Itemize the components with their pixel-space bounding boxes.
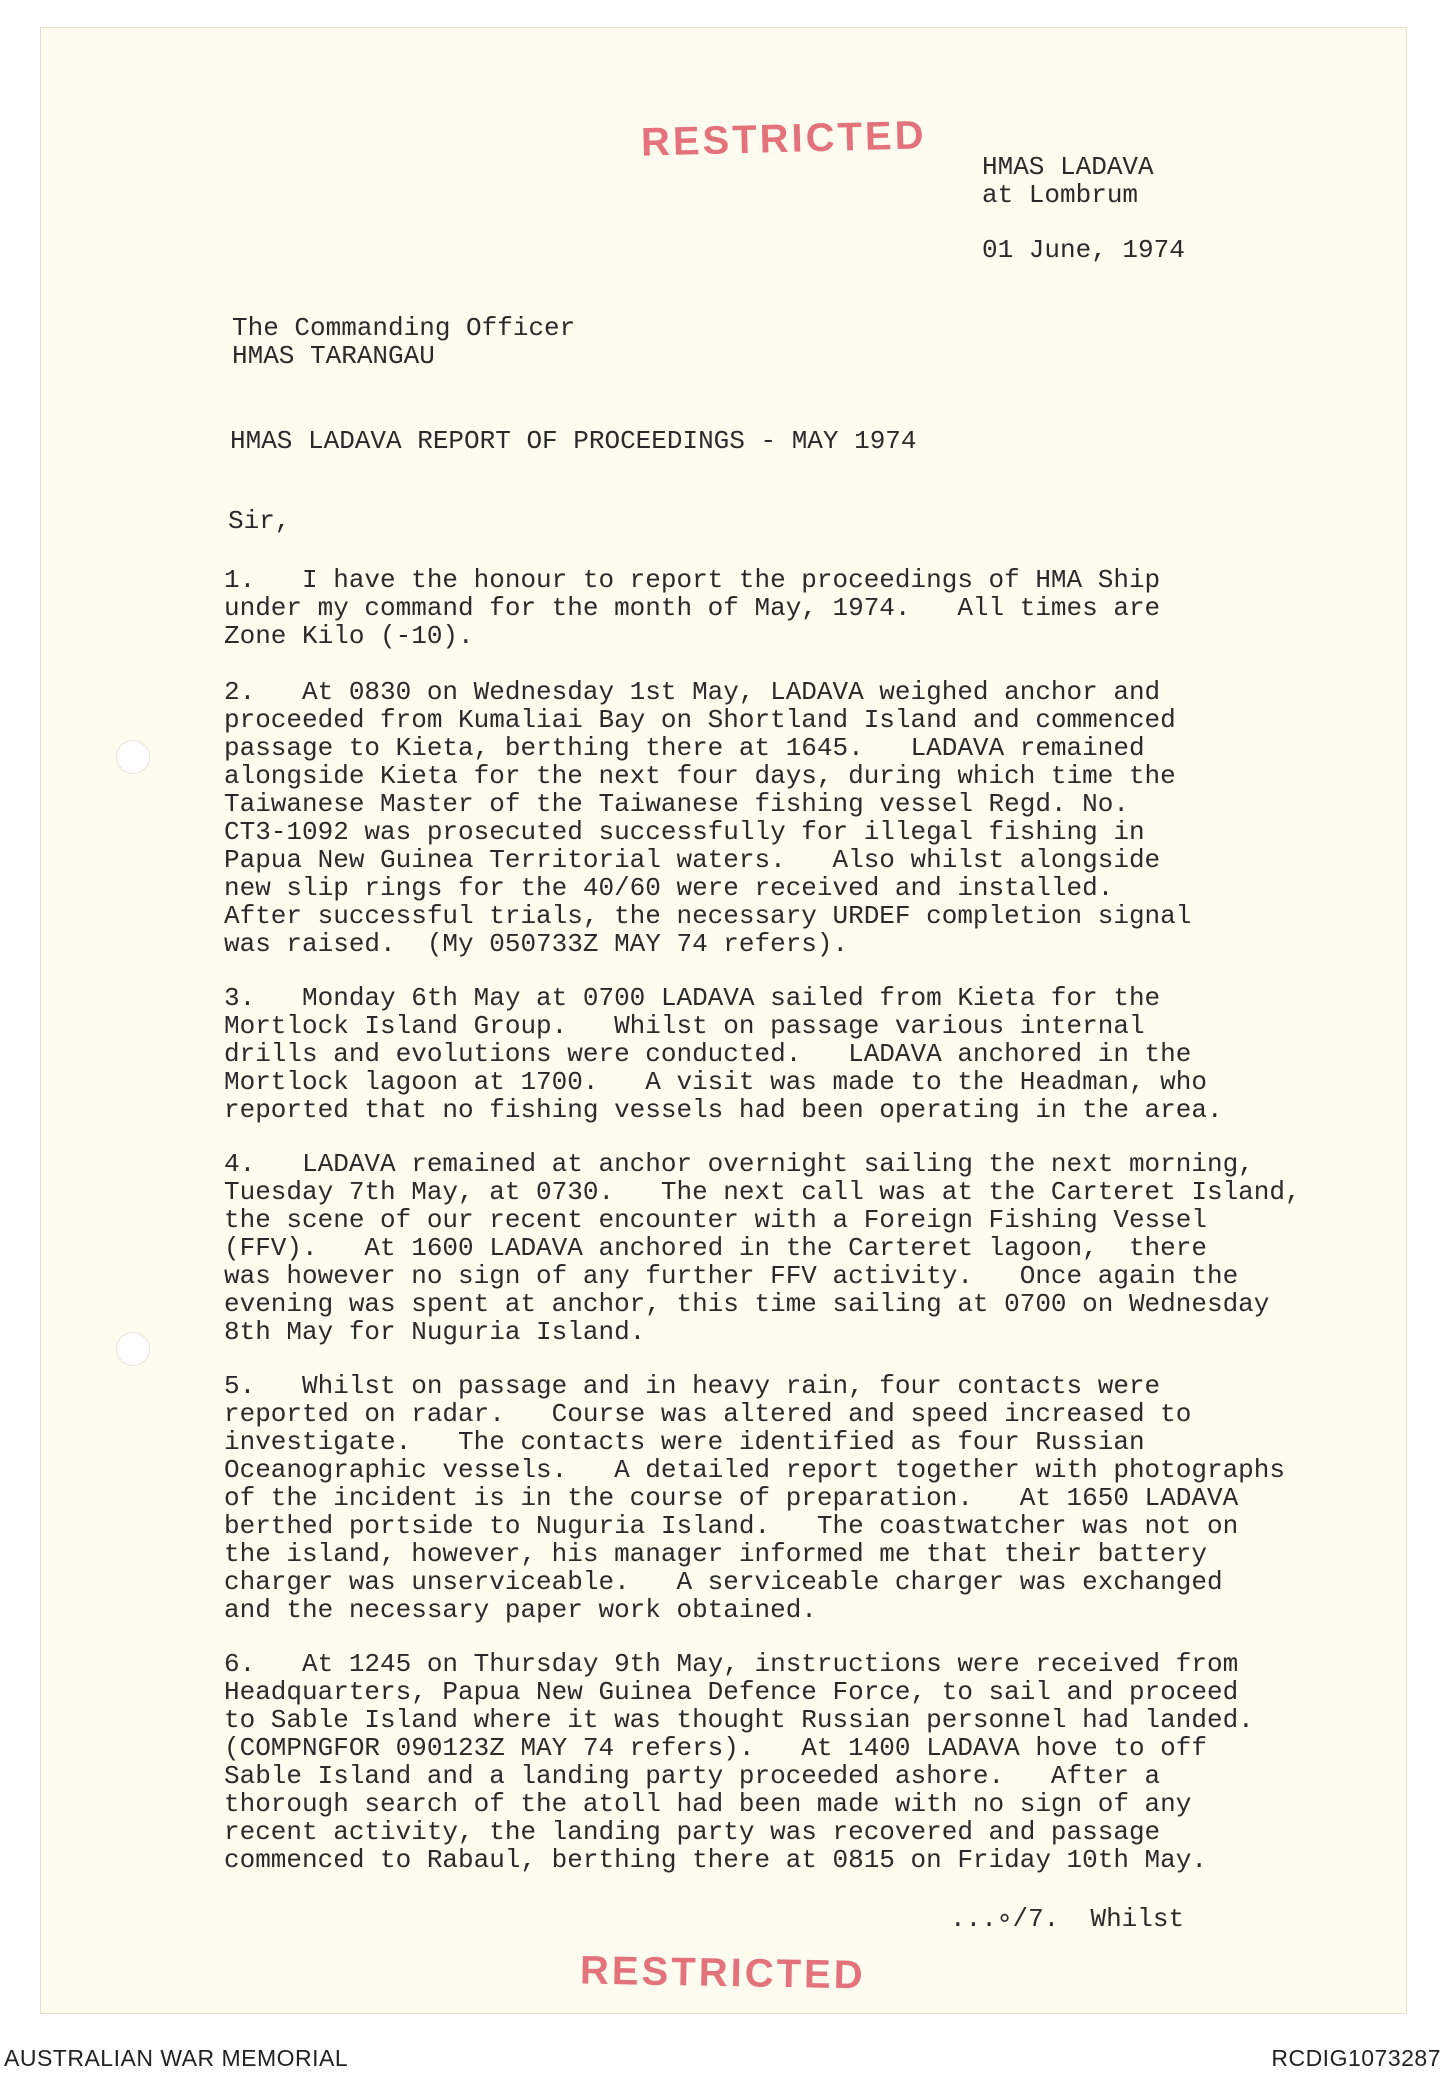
paragraph-line: investigate. The contacts were identified as four Russian <box>224 1427 1145 1457</box>
paragraph-line: reported on radar. Course was altered and speed increased to <box>224 1399 1192 1429</box>
paragraph-line: Tuesday 7th May, at 0730. The next call was at the Carteret Island, <box>224 1177 1301 1207</box>
paragraph-line: 6. At 1245 on Thursday 9th May, instructions were received from <box>224 1649 1239 1679</box>
paragraph-2 <box>224 678 1191 958</box>
paragraph-line: (COMPNGFOR 090123Z MAY 74 refers). At 1400 LADAVA hove to off <box>224 1733 1207 1763</box>
paragraph-line: Papua New Guinea Territorial waters. Also whilst alongside <box>224 845 1161 875</box>
paragraph-line: Taiwanese Master of the Taiwanese fishing vessel Regd. No. <box>224 789 1129 819</box>
paragraph-line: was raised. (My 050733Z MAY 74 refers). <box>224 929 849 959</box>
paragraph-5 <box>224 1372 1285 1624</box>
paragraph-1 <box>224 566 1160 650</box>
paragraph-line: berthed portside to Nuguria Island. The coastwatcher was not on <box>224 1511 1239 1541</box>
paragraph-line: and the necessary paper work obtained. <box>224 1595 817 1625</box>
addressee-line-1: The Commanding Officer <box>232 313 576 343</box>
paragraph-line: passage to Kieta, berthing there at 1645. LADAVA remained <box>224 733 1145 763</box>
paragraph-line: new slip rings for the 40/60 were received and installed. <box>224 873 1114 903</box>
restricted-stamp-top: RESTRICTED <box>640 113 928 165</box>
paragraph-line: recent activity, the landing party was recovered and passage <box>224 1817 1161 1847</box>
restricted-stamp-bottom: RESTRICTED <box>579 1948 866 1998</box>
paragraph-line: 3. Monday 6th May at 0700 LADAVA sailed from Kieta for the <box>224 983 1161 1013</box>
paragraph-line: under my command for the month of May, 1974. All times are <box>224 593 1161 623</box>
sender-location: at Lombrum <box>982 180 1139 210</box>
continuation-marker: ...∘/7. Whilst <box>950 1904 1185 1934</box>
paragraph-line: (FFV). At 1600 LADAVA anchored in the Carteret lagoon, there <box>224 1233 1207 1263</box>
punch-hole-bottom <box>116 1332 150 1366</box>
paragraph-line: After successful trials, the necessary URDEF completion signal <box>224 901 1192 931</box>
paragraph-line: of the incident is in the course of preparation. At 1650 LADAVA <box>224 1483 1239 1513</box>
paragraph-line: Mortlock lagoon at 1700. A visit was made to the Headman, who <box>224 1067 1207 1097</box>
paragraph-line: 4. LADAVA remained at anchor overnight sailing the next morning, <box>224 1149 1254 1179</box>
paragraph-line: 2. At 0830 on Wednesday 1st May, LADAVA weighed anchor and <box>224 677 1161 707</box>
footer-record-id: RCDIG1073287 <box>1271 2045 1441 2071</box>
paragraph-line: reported that no fishing vessels had been operating in the area. <box>224 1095 1223 1125</box>
report-subject: HMAS LADAVA REPORT OF PROCEEDINGS - MAY 1974 <box>230 426 917 456</box>
paragraph-line: Oceanographic vessels. A detailed report together with photographs <box>224 1455 1285 1485</box>
paragraph-line: drills and evolutions were conducted. LADAVA anchored in the <box>224 1039 1192 1069</box>
paragraph-4 <box>224 1150 1301 1346</box>
letter-date: 01 June, 1974 <box>982 235 1185 265</box>
sender-ship: HMAS LADAVA <box>982 152 1154 182</box>
paragraph-6 <box>224 1650 1254 1874</box>
salutation: Sir, <box>228 506 291 536</box>
paragraph-line: Mortlock Island Group. Whilst on passage various internal <box>224 1011 1145 1041</box>
paragraph-line: proceeded from Kumaliai Bay on Shortland Island and commenced <box>224 705 1176 735</box>
footer-archive-name: AUSTRALIAN WAR MEMORIAL <box>4 2045 349 2071</box>
paragraph-line: 1. I have the honour to report the proceedings of HMA Ship <box>224 565 1161 595</box>
paragraph-line: thorough search of the atoll had been made with no sign of any <box>224 1789 1192 1819</box>
paragraph-line: Headquarters, Papua New Guinea Defence Force, to sail and proceed <box>224 1677 1239 1707</box>
addressee-line-2: HMAS TARANGAU <box>232 341 435 371</box>
paragraph-line: evening was spent at anchor, this time sailing at 0700 on Wednesday <box>224 1289 1270 1319</box>
paragraph-line: commenced to Rabaul, berthing there at 0815 on Friday 10th May. <box>224 1845 1207 1875</box>
paragraph-3 <box>224 984 1223 1124</box>
paragraph-line: alongside Kieta for the next four days, during which time the <box>224 761 1176 791</box>
paragraph-line: CT3-1092 was prosecuted successfully for illegal fishing in <box>224 817 1145 847</box>
paragraph-line: Sable Island and a landing party proceeded ashore. After a <box>224 1761 1161 1791</box>
paragraph-line: 8th May for Nuguria Island. <box>224 1317 646 1347</box>
paragraph-line: to Sable Island where it was thought Russian personnel had landed. <box>224 1705 1254 1735</box>
paragraph-line: charger was unserviceable. A serviceable charger was exchanged <box>224 1567 1223 1597</box>
paragraph-line: the scene of our recent encounter with a Foreign Fishing Vessel <box>224 1205 1207 1235</box>
paragraph-line: the island, however, his manager informed me that their battery <box>224 1539 1207 1569</box>
paragraph-line: Zone Kilo (-10). <box>224 621 474 651</box>
paragraph-line: was however no sign of any further FFV activity. Once again the <box>224 1261 1239 1291</box>
punch-hole-top <box>116 740 150 774</box>
paragraph-line: 5. Whilst on passage and in heavy rain, four contacts were <box>224 1371 1161 1401</box>
